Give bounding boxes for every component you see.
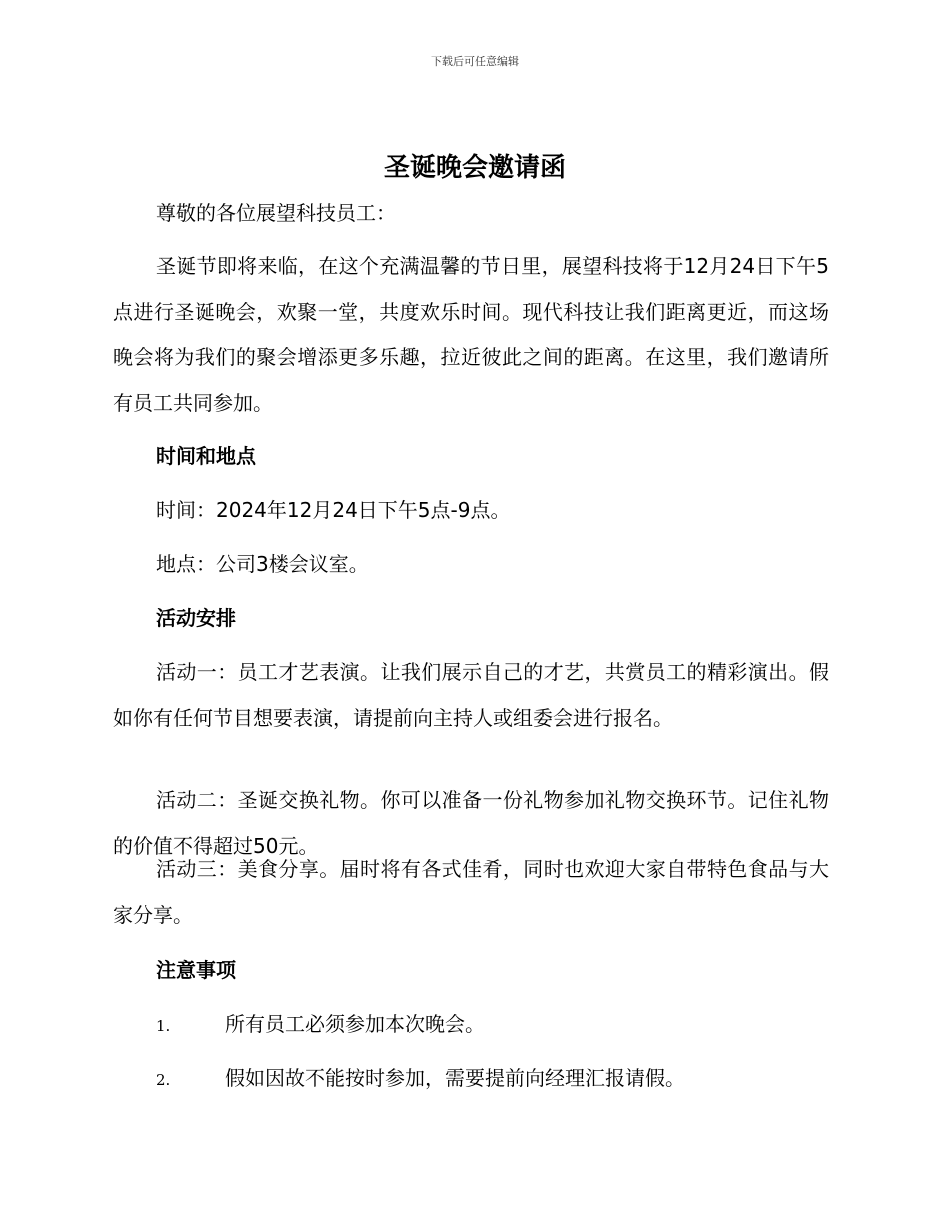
time-place-heading: 时间和地点 [156,444,256,468]
activity-text: 活动三：美食分享。届时将有各式佳肴，同时也欢迎大家自带特色食品与大家分享。 [113,857,829,927]
notes-list-item [156,1063,836,1093]
page-header-note: 下载后可任意编辑 [431,55,519,68]
activity-item [113,650,829,741]
list-number: 2. [156,1071,171,1089]
activity-text: 活动一：员工才艺表演。让我们展示自己的才艺，共赏员工的精彩演出。假如你有任何节目想要表演，请提前向主持人或组委会进行报名。 [113,660,829,730]
list-item-text: 所有员工必须参加本次晚会。 [225,1012,485,1036]
event-time: 时间：2024年12月24日下午5点-9点。 [156,498,511,522]
document-title: 圣诞晚会邀请函 [383,153,566,183]
notes-list-item [156,1009,836,1039]
activity-item [113,847,829,938]
intro-text: 圣诞节即将来临，在这个充满温馨的节日里，展望科技将于12月24日下午5点进行圣诞晚会，欢聚一堂，共度欢乐时间。现代科技让我们距离更近，而这场晚会将为我们的聚会增添更多乐趣，拉近彼此之间的距离。在这里，我们邀请所有员工共同参加。 [113,254,829,415]
greeting: 尊敬的各位展望科技员工： [156,201,396,225]
notes-heading: 注意事项 [156,958,236,982]
activities-heading: 活动安排 [156,606,236,630]
event-place: 地点：公司3楼会议室。 [156,552,369,576]
list-number: 1. [156,1017,171,1035]
list-item-text: 假如因故不能按时参加，需要提前向经理汇报请假。 [225,1066,685,1090]
activity-text: 活动二：圣诞交换礼物。你可以准备一份礼物参加礼物交换环节。记住礼物的价值不得超过50元。 [113,788,829,858]
intro-paragraph [113,244,829,426]
